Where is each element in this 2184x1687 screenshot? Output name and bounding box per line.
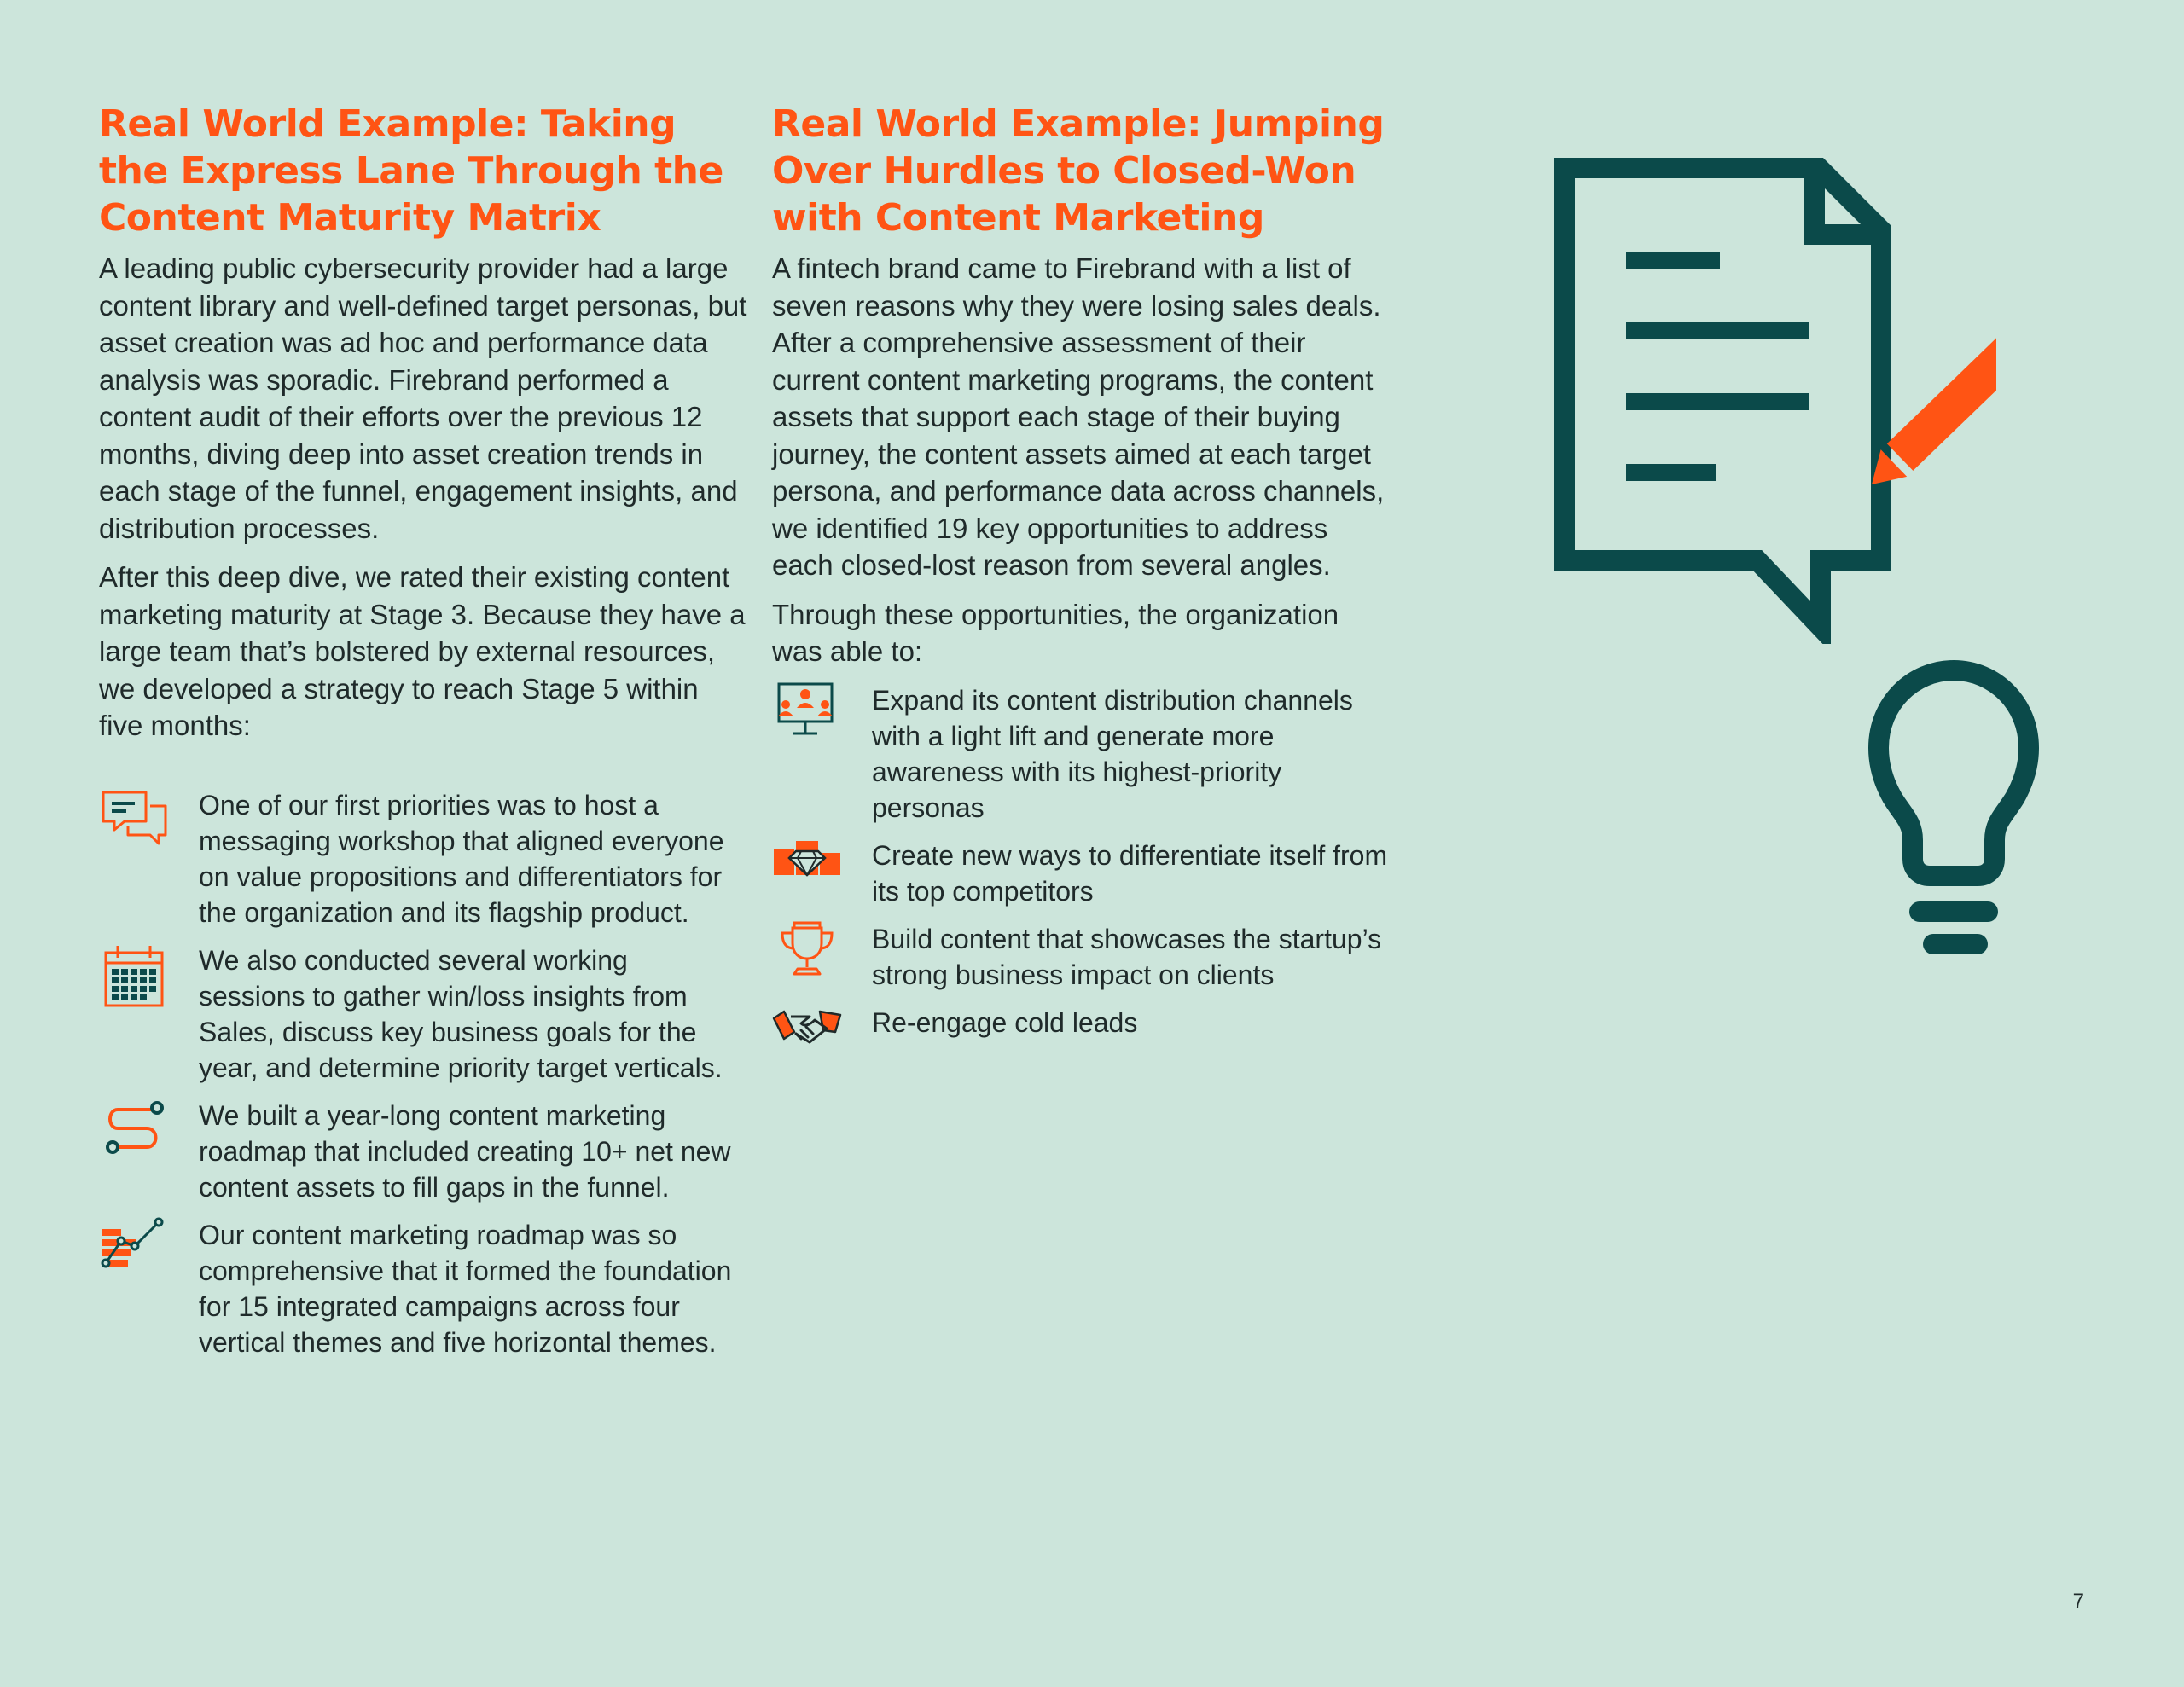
list-item-text: Our content marketing roadmap was so comprehensive that it formed the foundation for 15 integrated campaigns across four vertical themes and five horizontal themes.: [199, 1219, 732, 1358]
middle-heading: Real World Example: Jumping Over Hurdles to Closed-Won with Content Marketing: [772, 102, 1385, 240]
middle-paragraph-2: Through these opportunities, the organization was able to:: [772, 598, 1339, 667]
roadmap-path-icon: [99, 1098, 169, 1168]
diamond-podium-icon: [772, 838, 842, 907]
list-item: [99, 1098, 739, 1205]
middle-paragraph-1: A fintech brand came to Firebrand with a list of seven reasons why they were losing sales deals. After a comprehensive assessment of their current content marketing programs, the content assets that support each stage of their buying journey, the content assets aimed at each target persona, and performance data across channels, we identified 19 key opportunities to address each closed-lost reason from several angles.: [772, 252, 1385, 581]
list-item: [99, 1217, 739, 1360]
handshake-icon: [772, 1005, 842, 1075]
middle-column: [772, 101, 1395, 1041]
growth-chart-icon: [99, 1217, 169, 1287]
left-paragraph-1: A leading public cybersecurity provider had a large content library and well-defined target personas, but asset creation was ad hoc and performance data analysis was sporadic. Firebrand performed a content audit of their efforts over the previous 12 months, diving deep into asset creation trends in each stage of the funnel, engagement insights, and distribution processes.: [99, 252, 747, 544]
list-item-text: Create new ways to differentiate itself from its top competitors: [872, 839, 1388, 907]
presentation-audience-icon: [772, 682, 842, 752]
chat-bubbles-icon: [99, 787, 169, 857]
list-item: [99, 942, 739, 1086]
left-paragraph-2: After this deep dive, we rated their existing content marketing maturity at Stage 3. Because they have a large team that’s bolstered by external resources, we developed a strategy to reach Stage 5 within five months:: [99, 561, 746, 741]
list-item: [772, 838, 1395, 909]
left-heading: Real World Example: Taking the Express Lane Through the Content Maturity Matrix: [99, 102, 723, 240]
lightbulb-icon: [1851, 652, 2056, 959]
list-item-text: We also conducted several working sessions to gather win/loss insights from Sales, discuss key business goals for the year, and determine priority target verticals.: [199, 944, 723, 1083]
list-item-text: One of our first priorities was to host a messaging workshop that aligned everyone on value propositions and differentiators for the organization and its flagship product.: [199, 789, 724, 928]
left-bullet-list: [99, 787, 747, 1360]
list-item: [772, 682, 1395, 826]
list-item: [99, 787, 739, 930]
middle-bullet-list: [772, 682, 1395, 1041]
list-item-text: Expand its content distribution channels with a light lift and generate more awareness with its highest-priority personas: [872, 684, 1353, 823]
left-column: [99, 101, 747, 1360]
document-pencil-icon: [1553, 158, 1996, 644]
list-item-text: Build content that showcases the startup’s strong business impact on clients: [872, 923, 1382, 990]
list-item-text: We built a year-long content marketing roadmap that included creating 10+ net new content assets to fill gaps in the funnel.: [199, 1099, 731, 1203]
list-item-text: Re-engage cold leads: [872, 1006, 1138, 1038]
page-number: 7: [2072, 1590, 2084, 1613]
list-item: [772, 921, 1395, 993]
list-item: [772, 1005, 1395, 1041]
calendar-icon: [99, 942, 169, 1012]
trophy-icon: [772, 921, 842, 991]
